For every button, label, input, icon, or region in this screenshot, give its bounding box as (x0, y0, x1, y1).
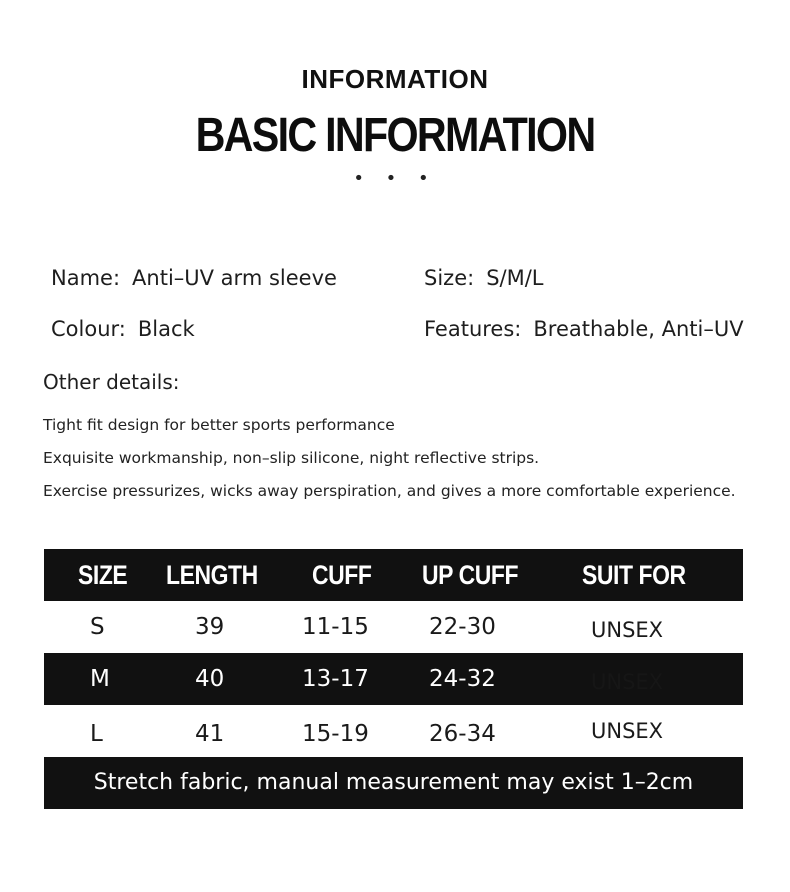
cell-up-cuff: 26-34 (429, 721, 496, 747)
header-length: LENGTH (166, 560, 258, 590)
cell-up-cuff: 22-30 (429, 614, 496, 640)
size-value: S/M/L (486, 266, 544, 290)
table-header-row (44, 549, 743, 601)
header-cuff: CUFF (312, 560, 372, 590)
other-details-title: Other details: (43, 370, 180, 394)
detail-line: Tight fit design for better sports performance (43, 416, 395, 434)
cell-size: L (90, 721, 103, 747)
cell-size: M (90, 666, 110, 692)
cell-cuff: 13-17 (302, 666, 369, 692)
features-label: Features: (424, 317, 522, 341)
cell-cuff: 11-15 (302, 614, 369, 640)
table-row (44, 705, 743, 757)
header-size: SIZE (78, 560, 128, 590)
size-label: Size: (424, 266, 475, 290)
info-features (424, 317, 744, 341)
header-up-cuff: UP CUFF (422, 560, 519, 590)
section-label: INFORMATION (301, 64, 489, 94)
detail-line: Exquisite workmanship, non–slip silicone, night reflective strips. (43, 449, 540, 467)
name-value: Anti–UV arm sleeve (132, 266, 337, 290)
cell-length: 39 (195, 614, 225, 640)
colour-value: Black (137, 317, 195, 341)
features-value: Breathable, Anti–UV (533, 317, 744, 341)
cell-suit-for: UNSEX (591, 670, 664, 694)
size-table (44, 549, 743, 809)
table-footer-note: Stretch fabric, manual measurement may exist 1–2cm (44, 757, 743, 809)
cell-size: S (90, 614, 105, 640)
cell-length: 41 (195, 721, 225, 747)
header-suit-for: SUIT FOR (582, 560, 686, 590)
cell-cuff: 15-19 (302, 721, 369, 747)
info-name (51, 266, 337, 290)
name-label: Name: (51, 266, 121, 290)
cell-up-cuff: 24-32 (429, 666, 496, 692)
cell-suit-for: UNSEX (591, 719, 664, 743)
detail-line: Exercise pressurizes, wicks away perspiration, and gives a more comfortable experience. (43, 482, 736, 500)
page-title: BASIC INFORMATION (195, 109, 595, 162)
table-row (44, 653, 743, 705)
info-colour (51, 317, 195, 341)
divider-dots: • • • (353, 168, 437, 189)
info-size (424, 266, 544, 290)
cell-suit-for: UNSEX (591, 618, 664, 642)
colour-label: Colour: (51, 317, 126, 341)
cell-length: 40 (195, 666, 225, 692)
table-row (44, 601, 743, 653)
